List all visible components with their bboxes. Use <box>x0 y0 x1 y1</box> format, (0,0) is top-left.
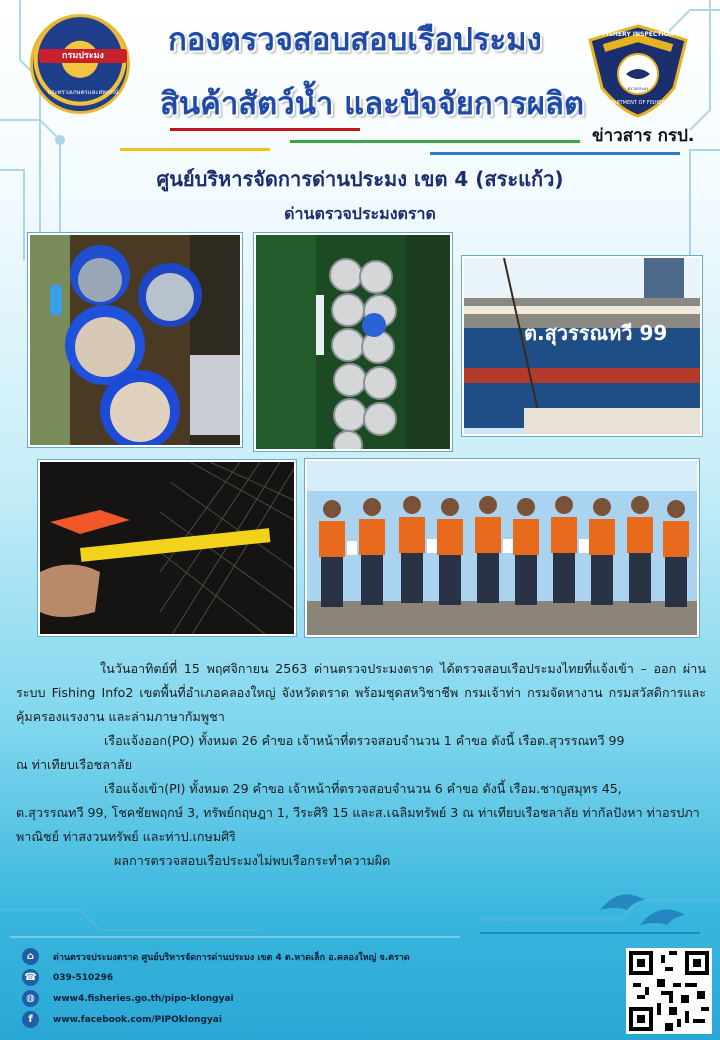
paragraph-arrivals-rest: ต.สุวรรณทวี 99, โชคชัยพฤกษ์ 3, ทรัพย์กฤษฎา 1, วีระศิริ 15 และส.เฉลิมทรัพย์ 3 ณ ท่าเทียบเรือชลาลัย ท่ากัลปังหา ท่าอรปภาพาณิชย์ ท่าสงวนทรัพย์ และท่าป.เกษมศิริ <box>16 805 700 844</box>
footer-facebook-row[interactable] <box>22 1009 462 1030</box>
contact-footer <box>22 946 462 1030</box>
boat-name-label: ต.สุวรรณทวี 99 <box>524 321 668 345</box>
home-icon: ⌂ <box>22 948 39 965</box>
office-name: ด่านตรวจประมงตราด <box>284 204 436 223</box>
emblem-top-text: FISHERY INSPECTION <box>602 31 674 38</box>
paragraph-result: ผลการตรวจสอบเรือประมงไม่พบเรือกระทำความผิด <box>114 853 391 868</box>
paragraph-departures-line1: เรือแจ้งออก(PO) ทั้งหมด 26 คำขอ เจ้าหน้าที่ตรวจสอบจำนวน 1 คำขอ ดังนี้ เรือต.สุวรรณทวี 99 <box>104 733 625 748</box>
news-body <box>16 657 706 873</box>
facebook-icon: f <box>22 1011 39 1028</box>
footer-website-link[interactable]: www4.fisheries.go.th/pipo-klongyai <box>53 993 234 1004</box>
photo-boat-hull <box>462 256 702 436</box>
phone-icon: ☎ <box>22 969 39 986</box>
photo-fish-hold <box>254 233 452 451</box>
footer-website-row[interactable] <box>22 988 462 1009</box>
footer-address-row <box>22 946 462 967</box>
dolphin-decoration <box>600 894 685 925</box>
divider-green <box>290 140 580 143</box>
photo-crew-group <box>305 459 699 637</box>
circuit-decoration-bottom <box>0 870 720 950</box>
paragraph-arrivals-line1: เรือแจ้งเข้า(PI) ทั้งหมด 29 คำขอ เจ้าหน้าที่ตรวจสอบจำนวน 6 คำขอ ดังนี้ เรือม.ชาญสมุทร 45, <box>104 781 622 796</box>
header-title-line1: กองตรวจสอบสอบเรือประมง <box>168 22 542 58</box>
photo-net-measurement <box>38 460 296 636</box>
footer-address: ด่านตรวจประมงตราด ศูนย์บริหารจัดการด่านประมง เขต 4 ต.หาดเล็ก อ.คลองใหญ่ จ.ตราด <box>53 952 410 963</box>
emblem-bottom-text: DEPARTMENT OF FISHERIES <box>603 100 673 106</box>
globe-icon: ◍ <box>22 990 39 1007</box>
photo-fish-baskets <box>28 233 242 447</box>
center-name: ศูนย์บริหารจัดการด่านประมง เขต 4 (สระแก้ว) <box>156 167 564 191</box>
qr-code[interactable] <box>626 948 712 1034</box>
fishery-inspection-emblem <box>586 22 690 118</box>
header-title-line2: สินค้าสัตว์น้ำ และปัจจัยการผลิต <box>160 86 585 122</box>
department-of-fisheries-seal <box>30 14 130 114</box>
divider-red <box>170 128 360 131</box>
news-tag: ข่าวสาร กรป. <box>592 126 695 146</box>
divider-yellow <box>120 148 270 151</box>
footer-phone: 039-510296 <box>53 972 114 983</box>
emblem-center-text: ตรวจประมง <box>627 86 649 91</box>
footer-facebook-link[interactable]: www.facebook.com/PIPOklongyai <box>53 1014 222 1025</box>
divider-blue <box>430 152 680 155</box>
footer-divider-right <box>480 932 700 934</box>
paragraph-summary: ในวันอาทิตย์ที่ 15 พฤศจิกายน 2563 ด่านตรวจประมงตราด ได้ตรวจสอบเรือประมงไทยที่แจ้งเข้า – ออก ผ่านระบบ Fishing Info2 เขตพื้นที่อำเภอคลองใหญ่ จังหวัดตราด พร้อมชุดสหวิชาชีพ กรมเจ้าท่า กรมจัดหางาน กรมสวัสดิการและคุ้มครองแรงงาน และล่ามภาษากัมพูชา <box>16 661 706 724</box>
footer-phone-row <box>22 967 462 988</box>
footer-divider-left <box>10 936 460 938</box>
seal-subtext: กระทรวงเกษตรและสหกรณ์ <box>47 89 119 96</box>
paragraph-departures-line2: ณ ท่าเทียบเรือชลาลัย <box>16 757 133 772</box>
seal-band-text: กรมประมง <box>39 49 127 63</box>
